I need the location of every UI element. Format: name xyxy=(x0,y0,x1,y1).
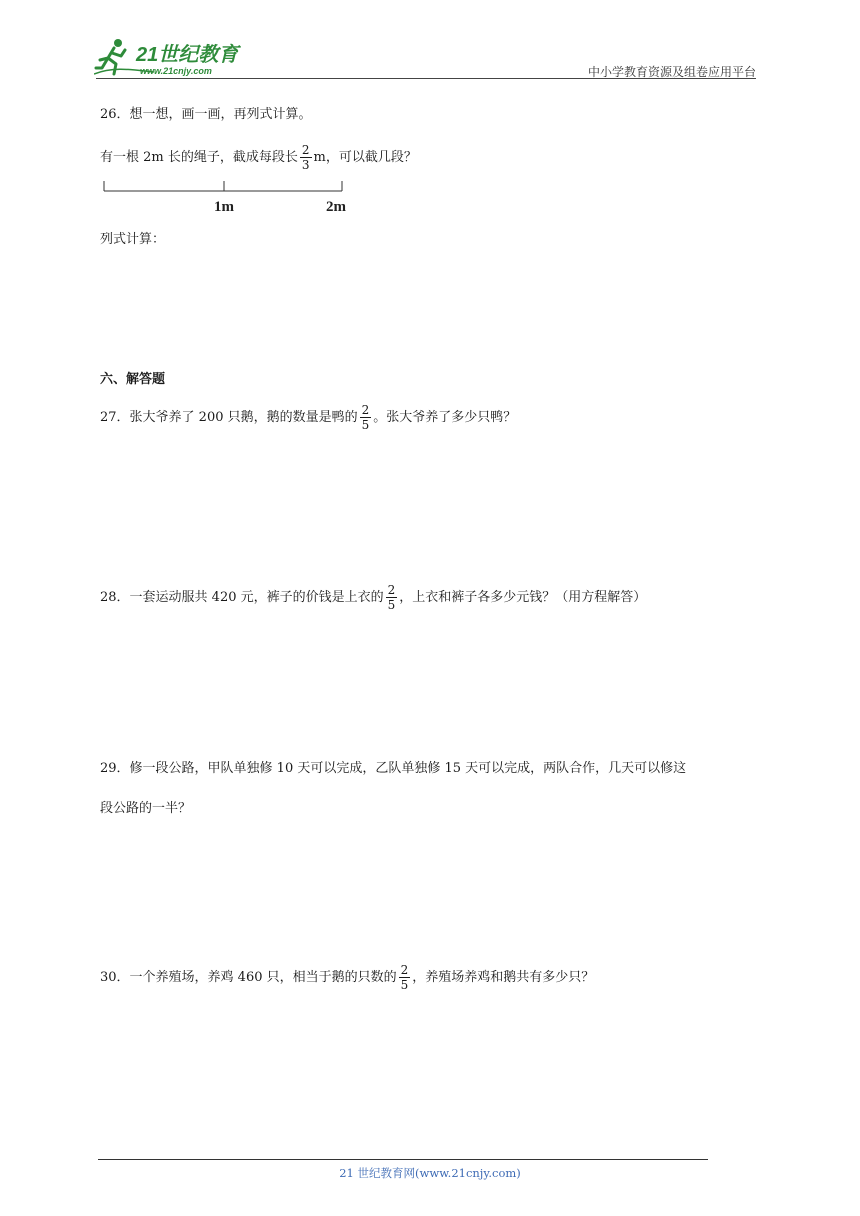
q28-frac-num: 2 xyxy=(387,583,396,597)
q27-text-before: 27．张大爷养了 200 只鹅，鹅的数量是鸭的 xyxy=(100,410,358,425)
ruler-label-1m: 1m xyxy=(214,199,234,215)
q27-text-after: 。张大爷养了多少只鸭？ xyxy=(373,410,517,425)
ruler-line xyxy=(104,181,342,191)
q26-calc-label: 列式计算： xyxy=(100,232,166,247)
q28-text xyxy=(100,583,646,612)
q30-text-before: 30．一个养殖场，养鸡 460 只，相当于鹅的只数的 xyxy=(100,970,397,985)
q28-text-after: ，上衣和裤子各多少元钱？（用方程解答） xyxy=(399,590,647,605)
q28-fraction xyxy=(386,583,398,612)
q26-text-before: 有一根 2m 长的绳子，截成每段长 xyxy=(100,150,298,165)
site-logo xyxy=(94,36,264,78)
q29-line-2: 段公路的一半？ xyxy=(100,801,192,816)
logo-text: 21世纪教育 xyxy=(136,44,239,66)
q26-text-after: m，可以截几段？ xyxy=(313,150,417,165)
q28-text-before: 28．一套运动服共 420 元，裤子的价钱是上衣的 xyxy=(100,590,384,605)
header-platform-text: 中小学教育资源及组卷应用平台 xyxy=(587,65,756,79)
q30-text xyxy=(100,963,594,992)
q30-fraction xyxy=(399,963,411,992)
q28-frac-den: 5 xyxy=(387,598,396,612)
logo-url: www.21cnjy.com xyxy=(140,66,212,76)
ruler-label-2m: 2m xyxy=(326,199,346,215)
q30-frac-num: 2 xyxy=(400,963,409,977)
q29-line-1: 29．修一段公路，甲队单独修 10 天可以完成，乙队单独修 15 天可以完成，两队合作，几天可以修这 xyxy=(100,761,687,776)
q26-title: 26．想一想，画一画，再列式计算。 xyxy=(100,107,312,122)
q26-frac-num: 2 xyxy=(301,143,310,157)
q26-fraction xyxy=(300,143,312,172)
q27-frac-den: 5 xyxy=(361,418,370,432)
q27-frac-num: 2 xyxy=(361,403,370,417)
q26-text xyxy=(100,143,417,172)
length-ruler-diagram xyxy=(102,178,362,218)
footer-divider xyxy=(98,1159,708,1160)
q27-fraction xyxy=(360,403,372,432)
q27-text xyxy=(100,403,516,432)
q30-text-after: ，养殖场养鸡和鹅共有多少只？ xyxy=(412,970,595,985)
q26-frac-den: 3 xyxy=(301,158,310,172)
section-title: 六、解答题 xyxy=(100,372,166,387)
q30-frac-den: 5 xyxy=(400,978,409,992)
footer-link[interactable]: 21 世纪教育网(www.21cnjy.com) xyxy=(339,1166,521,1180)
header-divider xyxy=(96,78,756,79)
